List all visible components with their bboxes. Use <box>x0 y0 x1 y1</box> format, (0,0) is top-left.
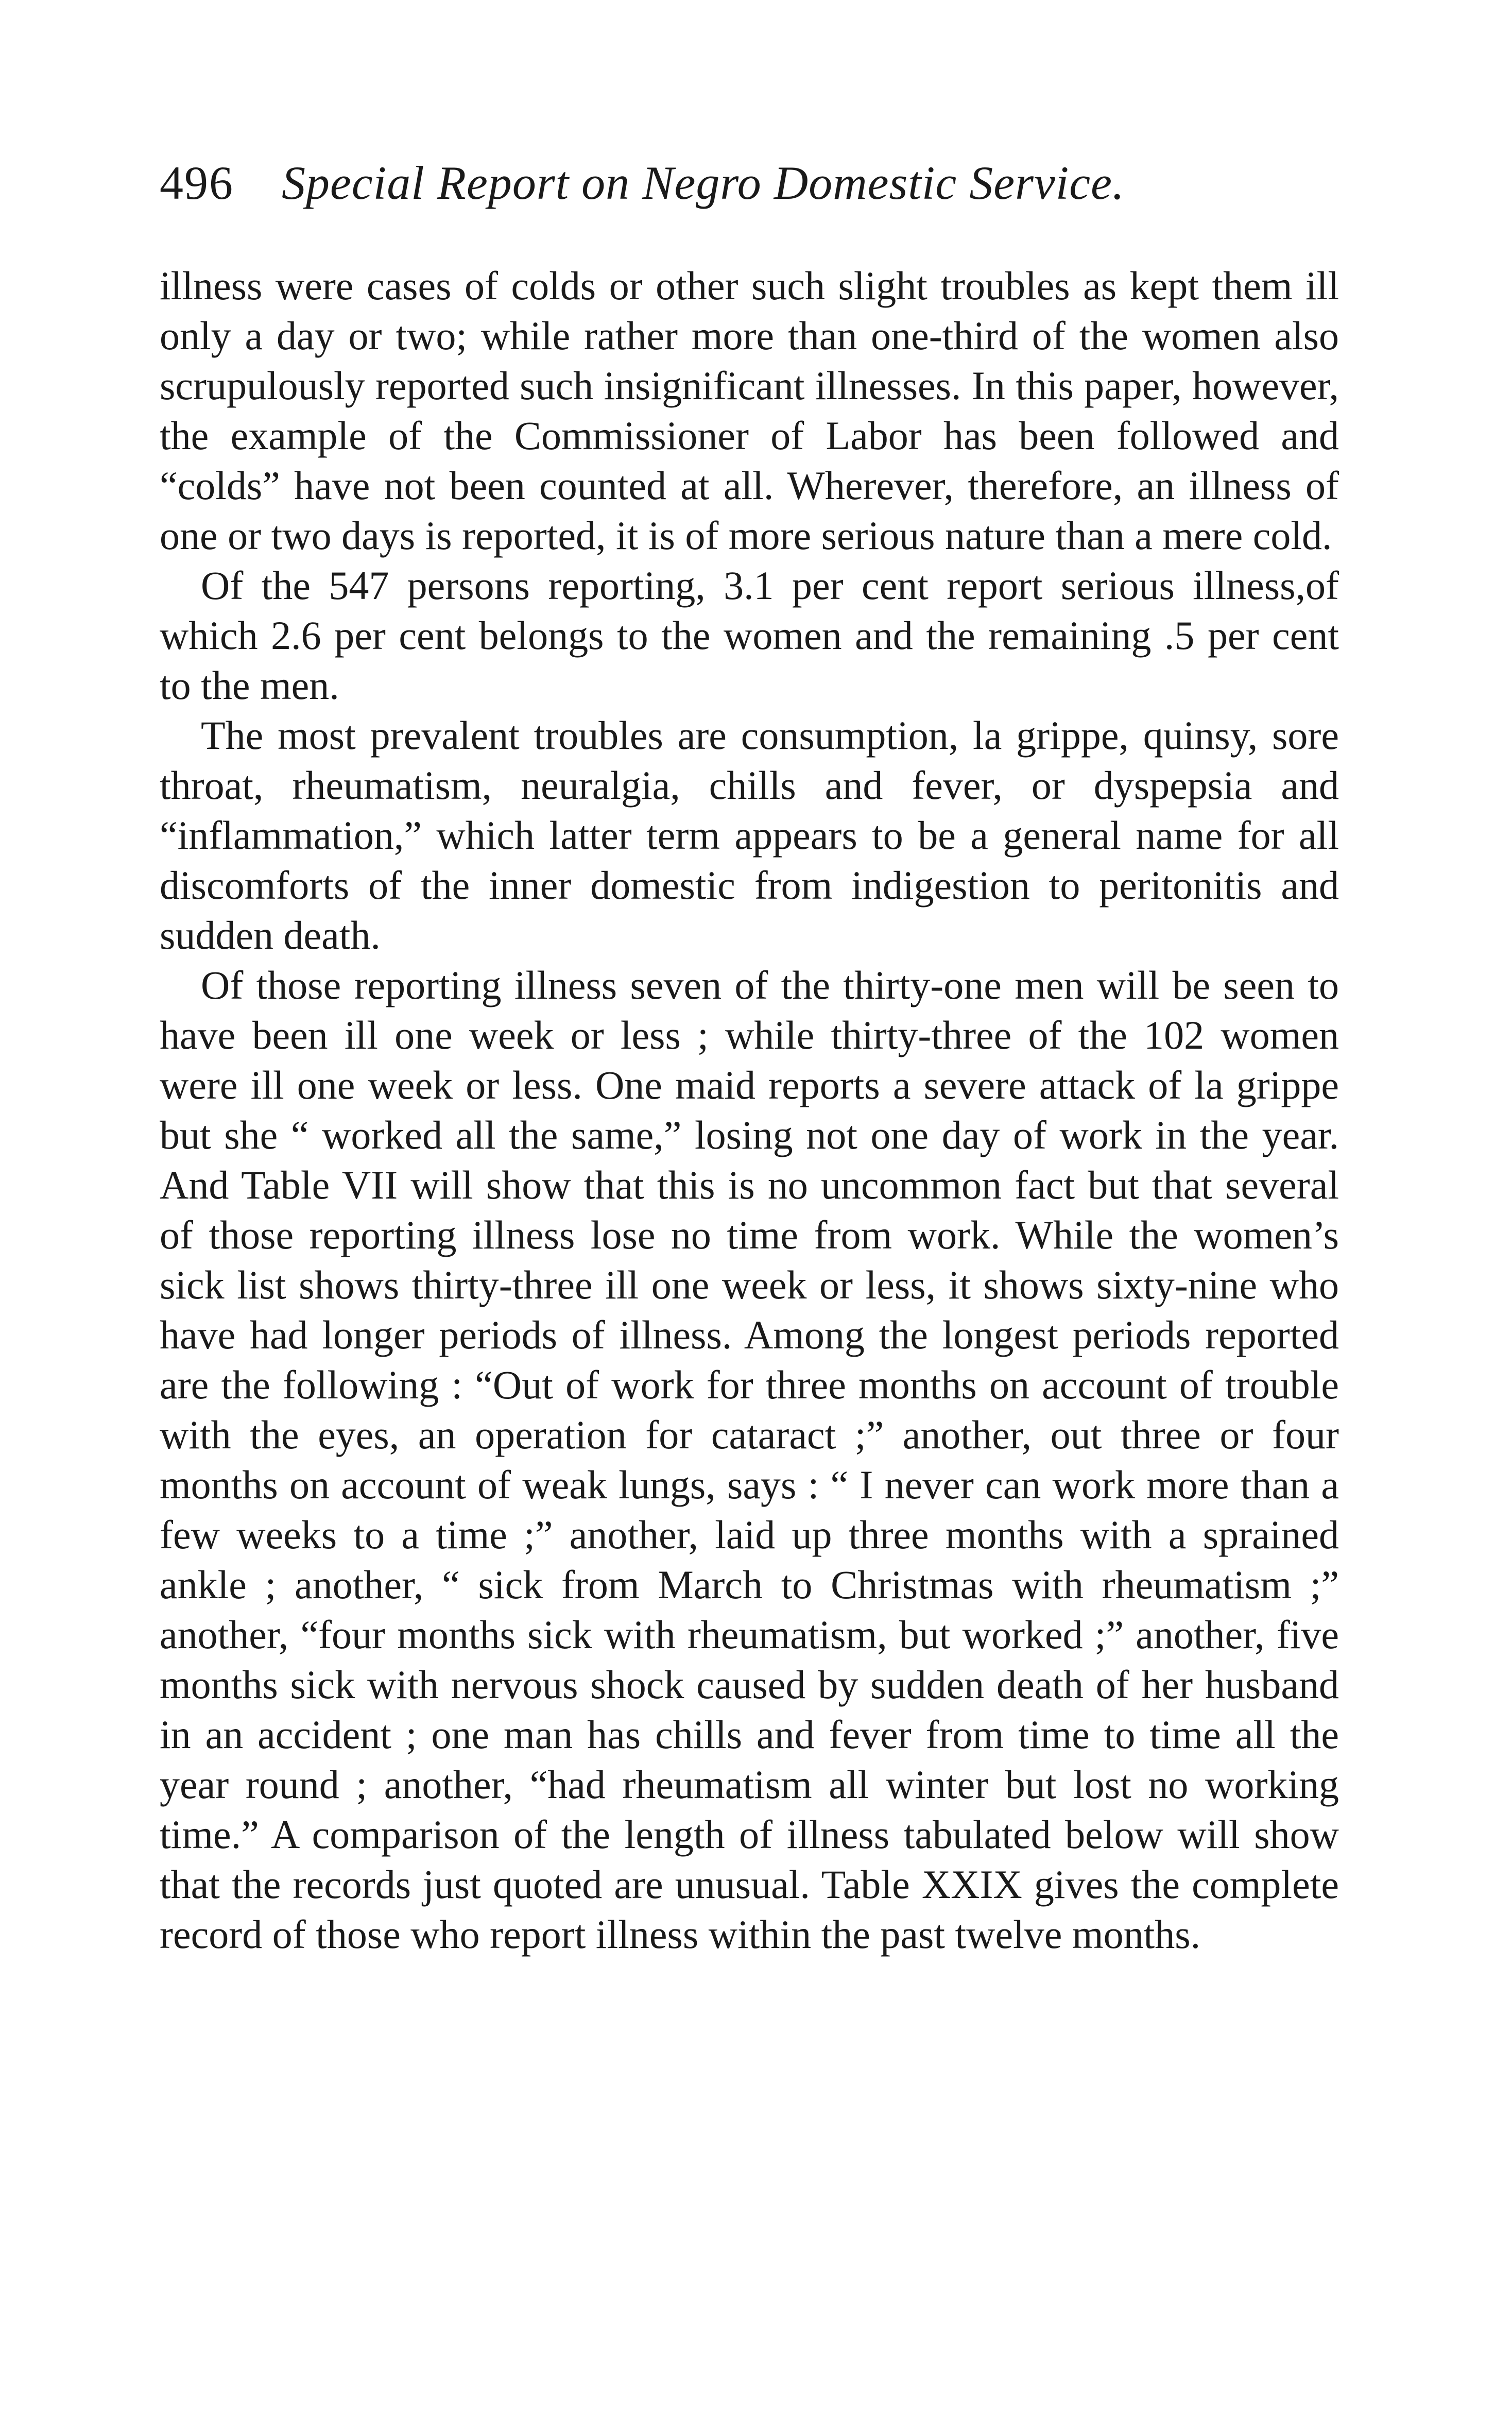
paragraph: The most prevalent troubles are consumption, la grippe, quinsy, sore throat, rheumatism, neuralgia, chills and fever, or dyspepsia and “inflammation,” which latter term appears to be a general name for all discomforts of the inner domestic from indigestion to peritonitis and sudden death. <box>160 713 1339 957</box>
running-title: Special Report on Negro Domestic Service. <box>282 157 1125 209</box>
paragraph: Of those reporting illness seven of the thirty-one men will be seen to have been ill one week or less ; while thirty-three of the 102 women were ill one week or less. One maid reports a severe attack of la grippe but she “ worked all the same,” losing not one day of work in the year. And Table VII will show that this is no uncommon fact but that several of those reporting illness lose no time from work. While the women’s sick list shows thirty-three ill one week or less, it shows sixty-nine who have had longer periods of illness. Among the longest periods reported are the following : “Out of work for three months on account of trouble with the eyes, an operation for cataract ;” another, out three or four months on account of weak lungs, says : “ I never can work more than a few weeks to a time ;” another, laid up three months with a sprained ankle ; another, “ sick from March to Christmas with rheumatism ;” another, “four months sick with rheumatism, but worked ;” another, five months sick with nervous shock caused by sudden death of her husband in an accident ; one man has chills and fever from time to time all the year round ; another, “had rheumatism all winter but lost no working time.” A comparison of the length of illness tabulated below will show that the records just quoted are unusual. Table XXIX gives the complete record of those who report illness within the past twelve months. <box>160 963 1339 1957</box>
paragraph: illness were cases of colds or other such slight troubles as kept them ill only a day or two; while rather more than one-third of the women also scrupulously reported such insignificant illnesses. In this paper, however, the example of the Commissioner of Labor has been followed and “colds” have not been counted at all. Wherever, therefore, an illness of one or two days is reported, it is of more serious nature than a mere cold. <box>160 263 1339 558</box>
paragraph: Of the 547 persons reporting, 3.1 per cent report serious illness,of which 2.6 per cent belongs to the women and the remaining .5 per cent to the men. <box>160 563 1339 708</box>
page-number: 496 <box>160 157 234 209</box>
running-head <box>160 155 1339 211</box>
body-text <box>160 261 1339 1959</box>
book-page <box>160 155 1339 1959</box>
